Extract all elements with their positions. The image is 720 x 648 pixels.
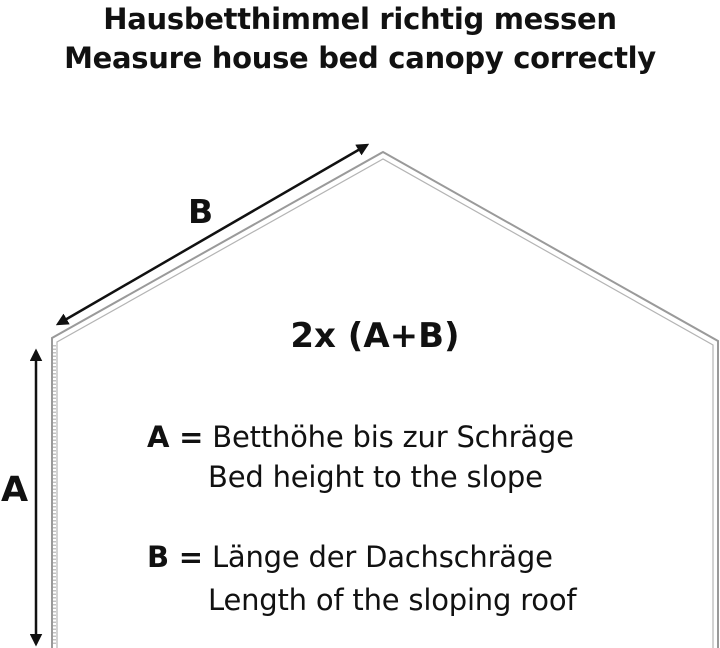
- legend-a-key: A =: [147, 420, 204, 454]
- legend-b-english: Length of the sloping roof: [208, 583, 577, 617]
- house-outline-inner: [57, 159, 713, 648]
- label-a: A: [1, 470, 29, 510]
- legend-a-german: Betthöhe bis zur Schräge: [212, 420, 574, 454]
- legend-b-key: B =: [147, 540, 203, 574]
- formula: 2x (A+B): [290, 316, 460, 356]
- label-b: B: [188, 192, 214, 231]
- title-german: Hausbetthimmel richtig messen: [103, 2, 617, 36]
- legend-a-english: Bed height to the slope: [208, 460, 543, 494]
- arrow-b: [58, 145, 367, 324]
- title-english: Measure house bed canopy correctly: [64, 41, 656, 75]
- legend-a-line1: [147, 420, 574, 454]
- legend-b-line1: [147, 540, 553, 574]
- legend-b-german: Länge der Dachschräge: [211, 540, 553, 574]
